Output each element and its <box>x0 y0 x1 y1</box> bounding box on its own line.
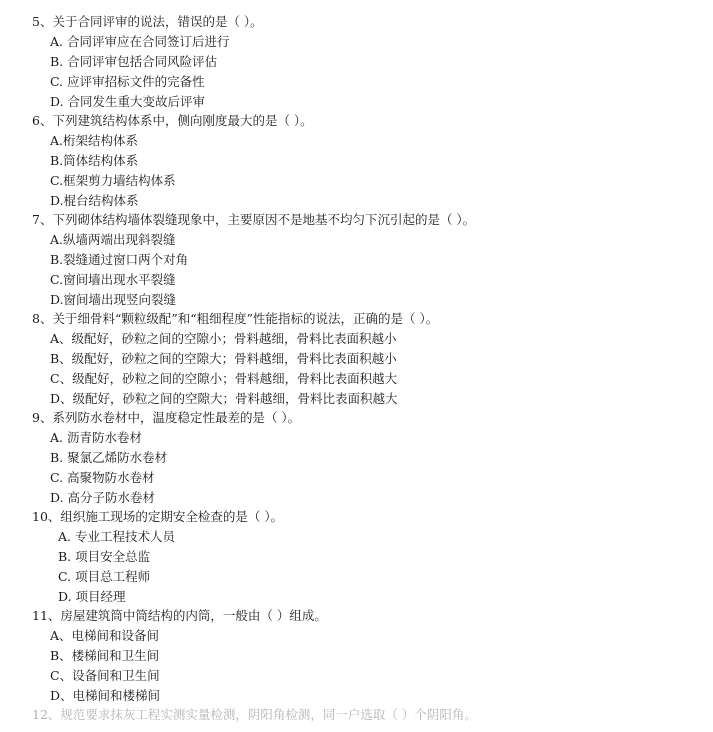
question-5-stem: 5、关于合同评审的说法，错误的是（ ）。 <box>32 14 263 29</box>
question-7-option-c: C.窗间墙出现水平裂缝 <box>50 272 176 287</box>
question-8-option-d: D、级配好，砂粒之间的空隙大；骨料越细，骨料比表面积越大 <box>50 391 398 406</box>
question-9-option-c: C. 高聚物防水卷材 <box>50 470 155 485</box>
question-11-stem: 11、房屋建筑筒中筒结构的内筒，一般由（ ）组成。 <box>32 608 327 623</box>
question-11-option-a: A、电梯间和设备间 <box>50 628 160 643</box>
question-7-stem: 7、下列砌体结构墙体裂缝现象中，主要原因不是地基不均匀下沉引起的是（ ）。 <box>32 212 476 227</box>
question-10-option-b: B. 项目安全总监 <box>58 549 151 564</box>
question-6-stem: 6、下列建筑结构体系中，侧向刚度最大的是（ ）。 <box>32 113 313 128</box>
question-9-stem: 9、系列防水卷材中，温度稳定性最差的是（ ）。 <box>32 410 301 425</box>
question-8-option-c: C、级配好，砂粒之间的空隙小；骨料越细，骨料比表面积越大 <box>50 371 398 386</box>
question-8-stem: 8、关于细骨料“颗粒级配”和“粗细程度”性能指标的说法，正确的是（ ）。 <box>32 311 439 326</box>
question-6-option-d: D.棍台结构体系 <box>50 193 139 208</box>
question-11-option-b: B、楼梯间和卫生间 <box>50 648 160 663</box>
question-6-option-c: C.框架剪力墙结构体系 <box>50 173 176 188</box>
question-8-option-b: B、级配好，砂粒之间的空隙大；骨料越细，骨料比表面积越小 <box>50 351 397 366</box>
question-10-option-c: C. 项目总工程师 <box>58 569 151 584</box>
question-10-option-d: D. 项目经理 <box>58 589 126 604</box>
question-9-option-d: D. 高分子防水卷材 <box>50 490 156 505</box>
question-5-option-c: C. 应评审招标文件的完备性 <box>50 74 205 89</box>
question-7-option-a: A.纵墙两端出现斜裂缝 <box>50 232 176 247</box>
question-10-stem: 10、组织施工现场的定期安全检查的是（ ）。 <box>32 509 284 524</box>
question-11-option-d: D、电梯间和楼梯间 <box>50 688 161 703</box>
question-11-option-c: C、设备间和卫生间 <box>50 668 160 683</box>
question-8-option-a: A、级配好，砂粒之间的空隙小；骨料越细，骨料比表面积越小 <box>50 331 397 346</box>
question-10-option-a: A. 专业工程技术人员 <box>58 529 175 544</box>
question-6-option-a: A.桁架结构体系 <box>50 133 139 148</box>
question-5-option-d: D. 合同发生重大变故后评审 <box>50 94 206 109</box>
question-9-option-a: A. 沥青防水卷材 <box>50 430 142 445</box>
question-5-option-a: A. 合同评审应在合同签订后进行 <box>50 34 230 49</box>
question-6-option-b: B.筒体结构体系 <box>50 153 139 168</box>
question-7-option-d: D.窗间墙出现竖向裂缝 <box>50 292 177 307</box>
question-7-option-b: B.裂缝通过窗口两个对角 <box>50 252 189 267</box>
question-12-stem: 12、规范要求抹灰工程实测实量检测，阴阳角检测，同一户选取（ ）个阴阳角。 <box>32 707 477 722</box>
question-5-option-b: B. 合同评审包括合同风险评估 <box>50 54 218 69</box>
question-9-option-b: B. 聚氯乙烯防水卷材 <box>50 450 168 465</box>
